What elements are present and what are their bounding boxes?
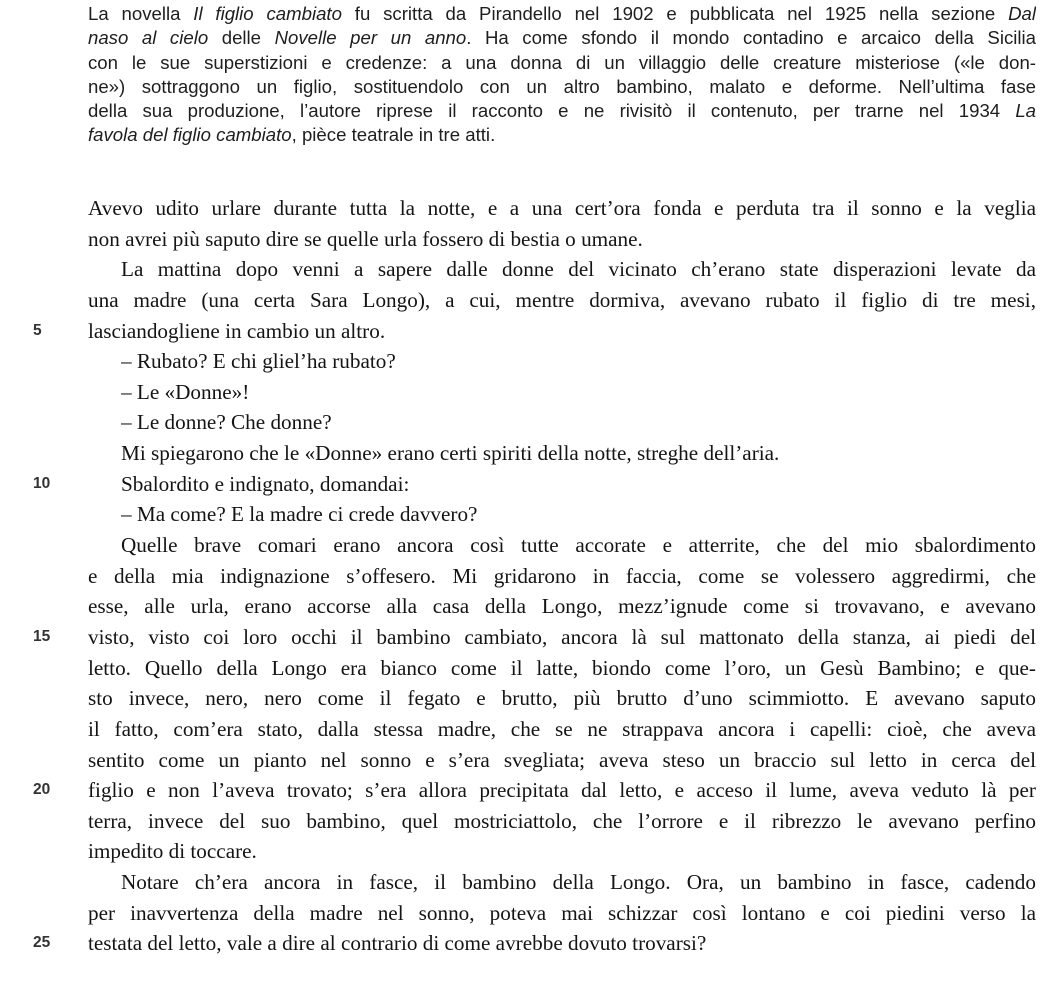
text-line [0,285,1059,316]
novel-passage [0,193,1059,959]
intro-line [88,99,1036,123]
line-number: 10 [33,474,51,492]
line-text: Quelle brave comari erano ancora così tutte accorate e atterrite, che del mio sbalordimento [121,533,1036,558]
text-line [0,775,1059,806]
introduction-paragraph [88,2,1036,148]
line-text: e della mia indignazione s’offesero. Mi gridarono in faccia, come se volessero aggredirmi, che [88,563,1036,588]
text-line [0,898,1059,929]
intro-title-italic: favola del figlio cambiato [88,124,292,146]
line-text: figlio e non l’aveva trovato; s’era allora precipitata dal letto, e acceso il lume, aveva veduto là per [88,778,1036,803]
intro-text: ne») sottraggono un figlio, sostituendolo con un altro bambino, malato e deforme. Nell’ultima fase [88,75,1036,97]
intro-line [88,123,1036,147]
text-line [0,224,1059,255]
intro-text: con le sue superstizioni e credenze: a una donna di un villaggio delle creature misteriose («le don- [88,51,1036,73]
text-line [0,622,1059,653]
intro-title-italic: La [1015,100,1036,122]
line-text: esse, alle urla, erano accorse alla casa della Longo, mezz’ignude come si trovavano, e avevano [88,594,1036,619]
text-line [0,193,1059,224]
text-line [0,928,1059,959]
line-text: Sbalordito e indignato, domandai: [121,471,410,496]
text-line [0,683,1059,714]
intro-text: della sua produzione, l’autore riprese il racconto e ne rivisitò il contenuto, per trarne nel 1934 [88,100,1016,122]
text-line [0,591,1059,622]
line-text: Avevo udito urlare durante tutta la notte, e a una cert’ora fonda e perduta tra il sonno e la veglia [88,196,1036,220]
intro-title-italic: naso al cielo [88,27,209,49]
line-text: non avrei più saputo dire se quelle urla fossero di bestia o umane. [88,226,643,251]
line-text: impedito di toccare. [88,839,257,864]
line-text: – Le «Donne»! [121,379,250,404]
intro-title-italic: Il figlio cambiato [193,3,342,24]
text-line [0,407,1059,438]
intro-line [88,26,1036,50]
intro-line [88,75,1036,99]
text-line [0,806,1059,837]
line-number: 20 [33,781,51,799]
line-text: La mattina dopo venni a sapere dalle donne del vicinato ch’erano state disperazioni levate da [121,257,1036,282]
text-line [0,653,1059,684]
line-text: testata del letto, vale a dire al contrario di come avrebbe dovuto trovarsi? [88,931,707,956]
text-line [0,499,1059,530]
line-number: 5 [33,321,42,339]
text-line [0,867,1059,898]
text-line [0,561,1059,592]
line-text: per inavvertenza della madre nel sonno, poteva mai schizzar così lontano e coi piedini verso la [88,900,1036,925]
text-line [0,438,1059,469]
line-text: – Ma come? E la madre ci crede davvero? [121,502,478,527]
line-number: 15 [33,627,51,645]
line-text: – Rubato? E chi gliel’ha rubato? [121,349,396,374]
text-line [0,836,1059,867]
text-line [0,254,1059,285]
intro-text: , pièce teatrale in tre atti. [291,124,496,146]
intro-text: La novella [88,3,194,24]
intro-text: . Ha come sfondo il mondo contadino e arcaico della Sicilia [466,27,1036,49]
intro-text: fu scritta da Pirandello nel 1902 e pubblicata nel 1925 nella sezione [341,3,1009,24]
line-text: Mi spiegarono che le «Donne» erano certi spiriti della notte, streghe dell’aria. [121,441,780,466]
line-text: sentito come un pianto nel sonno e s’era svegliata; aveva steso un braccio sul letto in cerca del [88,747,1036,772]
text-line [0,346,1059,377]
text-line [0,530,1059,561]
line-text: lasciandogliene in cambio un altro. [88,318,386,343]
intro-title-italic: Dal [1008,3,1036,24]
line-text: sto invece, nero, nero come il fegato e brutto, più brutto d’uno scimmiotto. E avevano saputo [88,686,1036,711]
text-line [0,714,1059,745]
line-text: terra, invece del suo bambino, quel mostriciattolo, che l’orrore e il ribrezzo le avevano perfino [88,808,1036,833]
line-text: Notare ch’era ancora in fasce, il bambino della Longo. Ora, un bambino in fasce, cadendo [121,870,1036,895]
line-text: – Le donne? Che donne? [121,410,332,435]
text-line [0,745,1059,776]
intro-text: delle [208,27,275,49]
line-text: visto, visto coi loro occhi il bambino cambiato, ancora là sul mattonato della stanza, ai piedi del [88,624,1036,649]
text-line [0,377,1059,408]
intro-line [88,2,1036,26]
line-text: una madre (una certa Sara Longo), a cui, mentre dormiva, avevano rubato il figlio di tre mesi, [88,287,1036,312]
line-text: letto. Quello della Longo era bianco come il latte, biondo come l’oro, un Gesù Bambino; e que- [88,655,1036,680]
intro-line [88,51,1036,75]
text-line [0,316,1059,347]
text-line [0,469,1059,500]
intro-title-italic: Novelle per un anno [274,27,467,49]
line-text: il fatto, com’era stato, dalla stessa madre, che se ne strappava ancora i capelli: cioè, che aveva [88,716,1036,741]
line-number: 25 [33,934,51,952]
